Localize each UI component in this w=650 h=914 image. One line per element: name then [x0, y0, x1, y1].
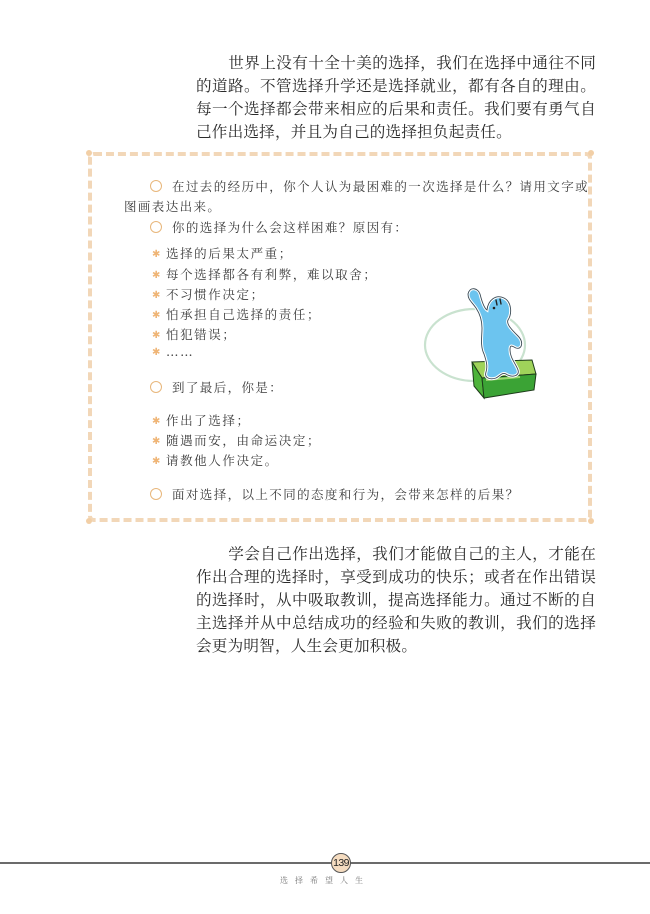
- circle-icon: [150, 381, 162, 393]
- star-bullet-icon: ✱: [152, 330, 162, 341]
- corner-dot-icon: [86, 150, 92, 156]
- reason-item: [152, 285, 265, 303]
- reason-text: ……: [165, 344, 195, 359]
- reason-text: 选择的后果太严重；: [165, 246, 293, 261]
- footer-divider: [0, 862, 650, 864]
- reason-item: [152, 265, 378, 283]
- reason-text: 不习惯作决定；: [165, 287, 265, 302]
- reason-item: [152, 305, 321, 323]
- question-3-text: 到了最后，你是：: [172, 380, 284, 395]
- question-1-text-line-2: 图画表达出来。: [124, 199, 222, 214]
- outcome-text: 作出了选择；: [165, 413, 251, 428]
- outcome-item: [152, 431, 321, 449]
- reason-text: 怕承担自己选择的责任；: [165, 307, 322, 322]
- outcome-text: 请教他人作决定。: [165, 453, 279, 468]
- corner-dot-icon: [86, 518, 92, 524]
- star-bullet-icon: ✱: [152, 456, 162, 467]
- star-bullet-icon: ✱: [152, 310, 162, 321]
- page-number-badge: 139: [331, 853, 351, 873]
- star-bullet-icon: ✱: [152, 416, 162, 427]
- question-3: [150, 378, 283, 396]
- corner-dot-icon: [588, 518, 594, 524]
- intro-paragraph-text: 世界上没有十全十美的选择，我们在选择中通往不同的道路。不管选择升学还是选择就业，都有各自的理由。每一个选择都会带来相应的后果和责任。我们要有勇气自己作出选择，并且为自己的选择担负起责任。: [196, 54, 596, 141]
- star-bullet-icon: ✱: [152, 270, 162, 281]
- star-bullet-icon: ✱: [152, 249, 162, 260]
- outcome-item: [152, 451, 279, 469]
- conclusion-paragraph-text: 学会自己作出选择，我们才能做自己的主人，才能在作出合理的选择时，享受到成功的快乐；或者在作出错误的选择时，从中吸取教训，提高选择能力。通过不断的自主选择并从中总结成功的经验和失败的教训，我们的选择会更为明智，人生会更加积极。: [196, 545, 596, 655]
- conclusion-paragraph: [196, 543, 596, 658]
- question-2-text: 你的选择为什么会这样困难？原因有：: [172, 220, 409, 235]
- reason-text: 每个选择都各有利弊，难以取舍；: [165, 267, 378, 282]
- circle-icon: [150, 180, 162, 192]
- star-bullet-icon: ✱: [152, 290, 162, 301]
- question-4: [150, 485, 520, 503]
- reason-item: [152, 344, 194, 359]
- circle-icon: [150, 488, 162, 500]
- question-1-text: 在过去的经历中，你个人认为最困难的一次选择是什么？请用文字或: [172, 179, 590, 194]
- question-1-continued: [124, 197, 221, 215]
- reason-item: [152, 244, 293, 262]
- reason-item: [152, 325, 237, 343]
- outcome-text: 随遇而安，由命运决定；: [165, 433, 322, 448]
- running-title: 选择希望人生: [280, 876, 370, 885]
- star-bullet-icon: ✱: [152, 347, 162, 358]
- intro-paragraph: [196, 52, 596, 144]
- question-1: [150, 177, 589, 195]
- circle-icon: [150, 221, 162, 233]
- cartoon-figure-illustration: [420, 280, 550, 400]
- outcome-item: [152, 411, 251, 429]
- question-4-text: 面对选择，以上不同的态度和行为，会带来怎样的后果？: [172, 487, 520, 502]
- reason-text: 怕犯错误；: [165, 327, 237, 342]
- question-2: [150, 218, 408, 236]
- star-bullet-icon: ✱: [152, 436, 162, 447]
- cartoon-figure-icon: [420, 280, 550, 400]
- corner-dot-icon: [588, 150, 594, 156]
